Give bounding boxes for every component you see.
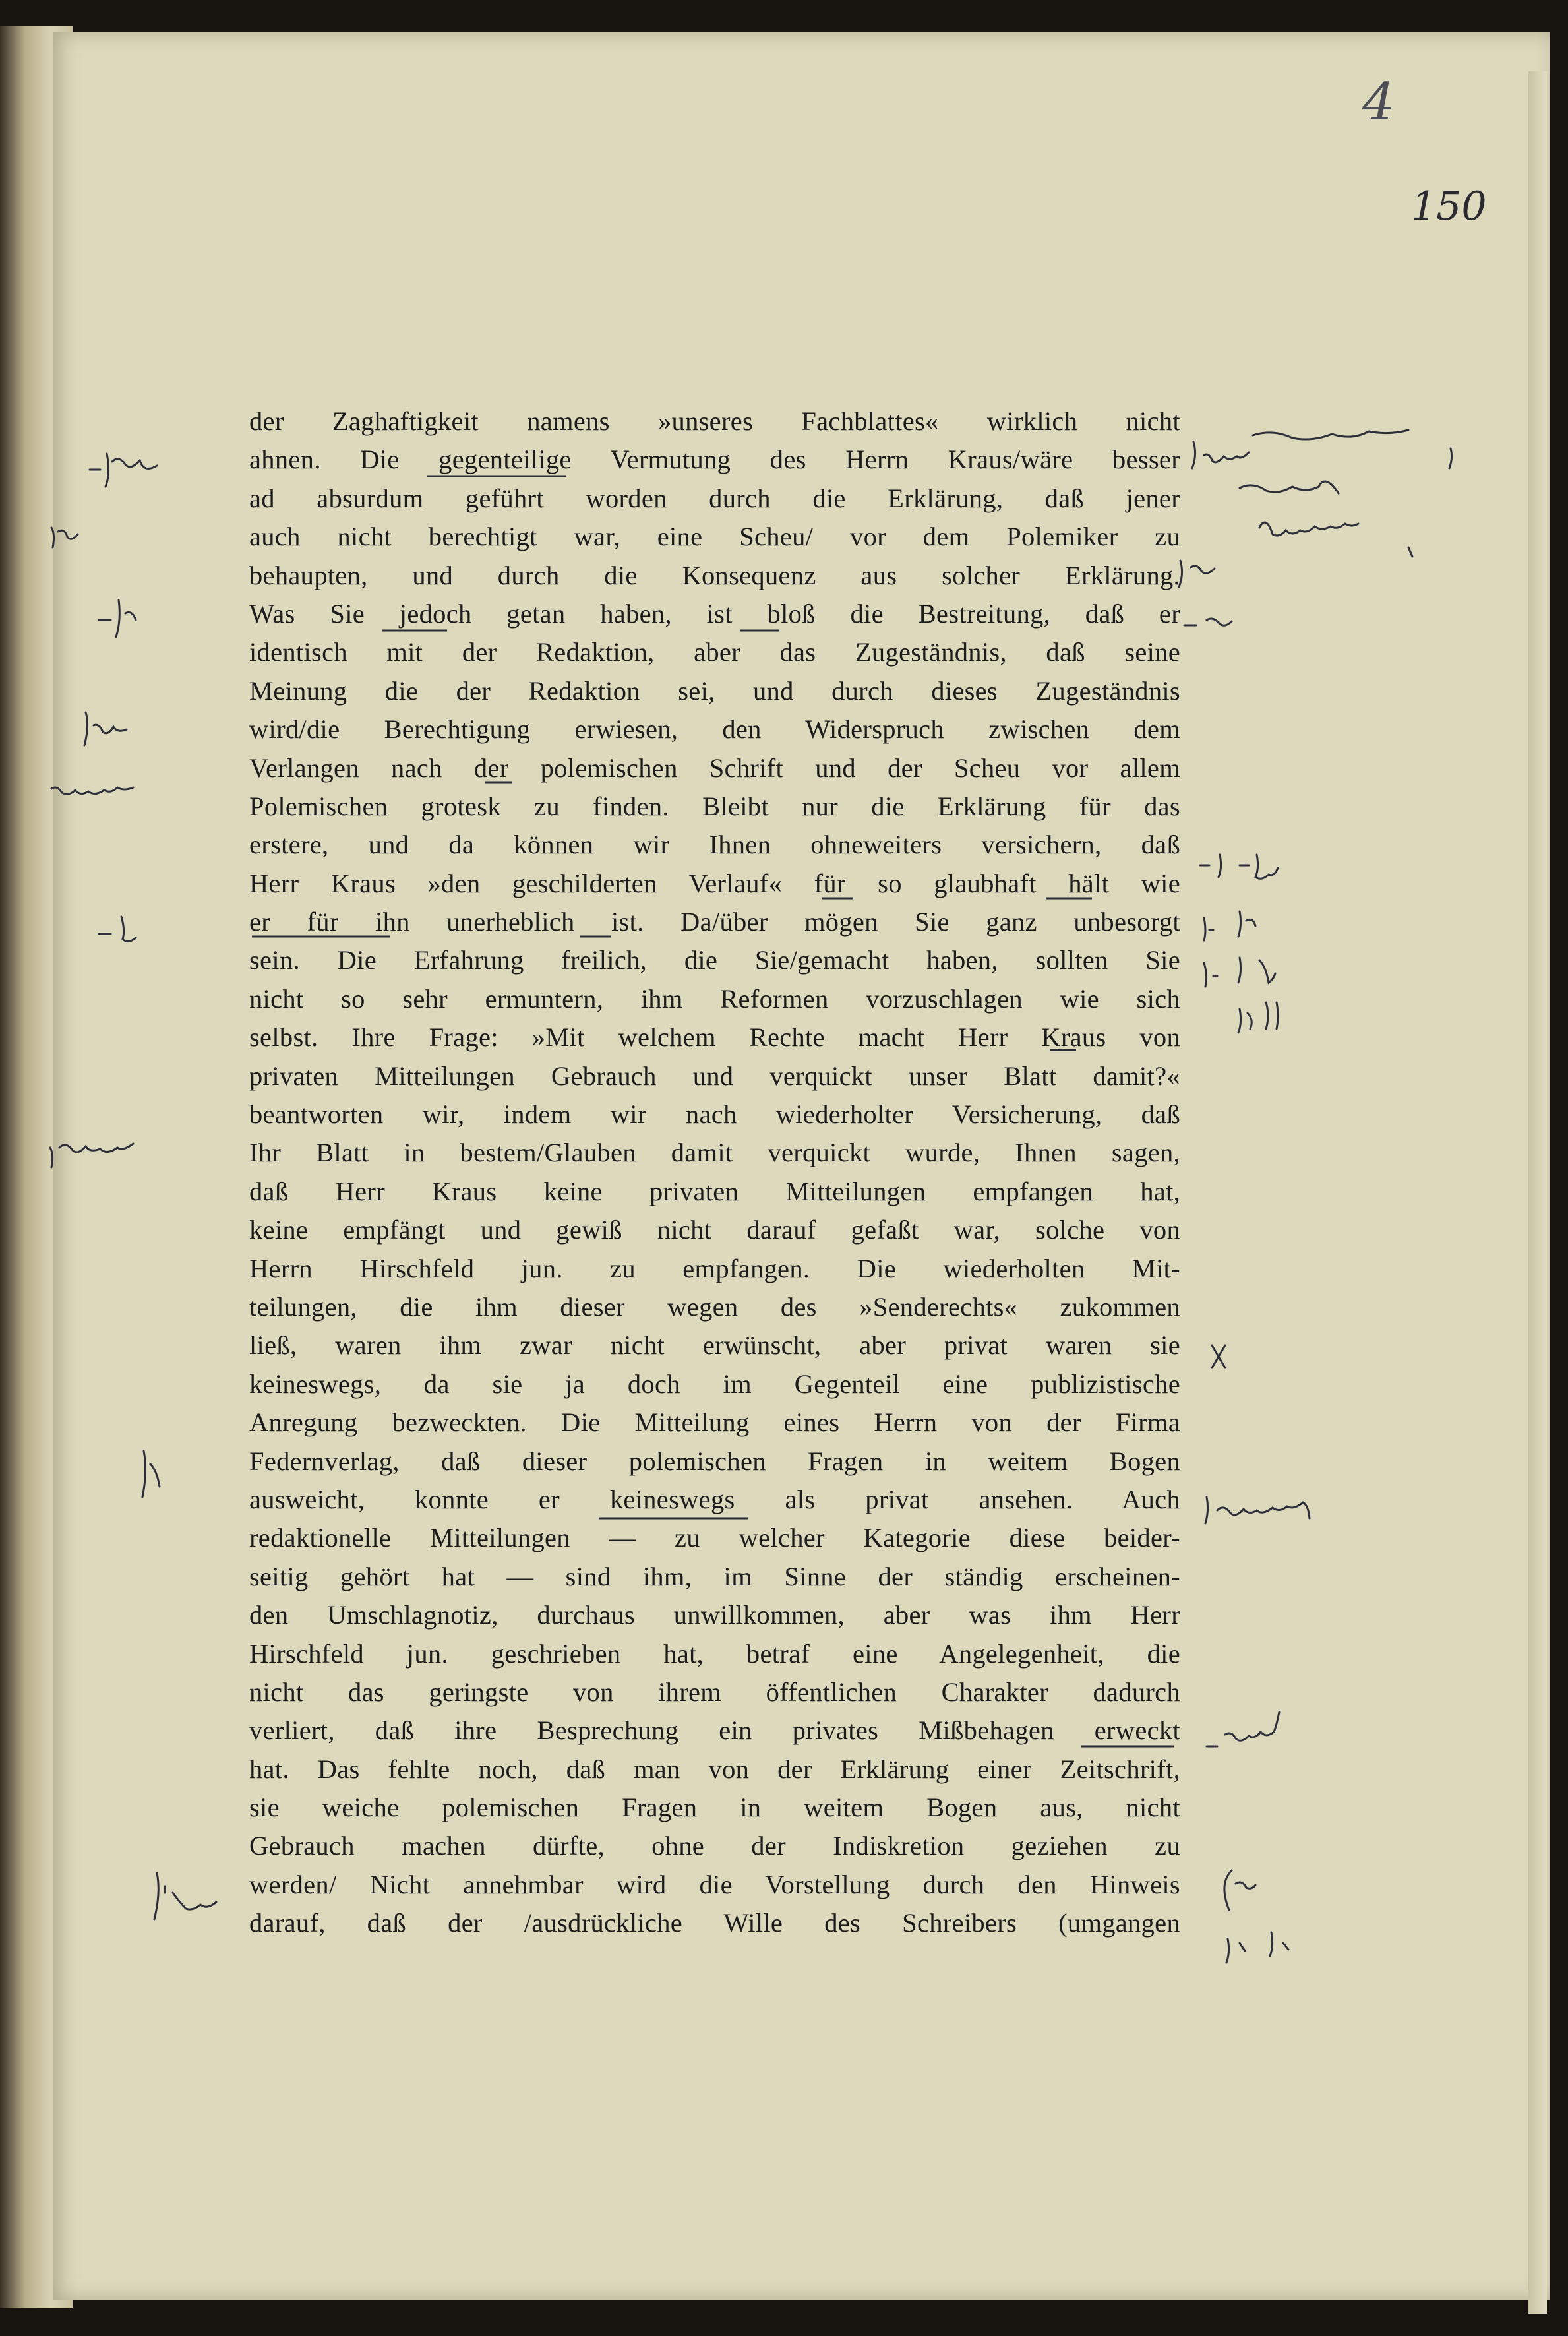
text-line: privaten Mitteilungen Gebrauch und verquickt unser Blatt damit?« [249,1060,1180,1091]
text-line: selbst. Ihre Frage: »Mit welchem Rechte macht Herr Kraus von [249,1022,1180,1053]
text-line: beantworten wir, indem wir nach wiederholter Versicherung, daß [249,1099,1180,1130]
text-line: der Zaghaftigkeit namens »unseres Fachblattes« wirklich nicht [249,406,1180,436]
text-line: daß Herr Kraus keine privaten Mitteilungen empfangen hat, [249,1176,1180,1206]
text-line: ad absurdum geführt worden durch die Erklärung, daß jener [249,483,1180,513]
text-line: erstere, und da können wir Ihnen ohneweiters versichern, daß [249,830,1180,860]
text-line: sein. Die Erfahrung freilich, die Sie/gemacht haben, sollten Sie [249,945,1180,975]
text-line: Polemischen grotesk zu finden. Bleibt nur die Erklärung für das [249,791,1180,821]
text-line: Hirschfeld jun. geschrieben hat, betraf eine Angelegenheit, die [249,1638,1180,1669]
page-number-top: 4 [1362,73,1395,132]
text-line: auch nicht berechtigt war, eine Scheu/ vor dem Polemiker zu [249,522,1180,552]
text-line: behaupten, und durch die Konsequenz aus solcher Erklärung. [249,560,1180,590]
text-line: Ihr Blatt in bestem/Glauben damit verquickt wurde, Ihnen sagen, [249,1138,1180,1168]
text-line: hat. Das fehlte noch, daß man von der Erklärung einer Zeitschrift, [249,1754,1180,1784]
text-line: Meinung die der Redaktion sei, und durch dieses Zugeständnis [249,675,1180,706]
text-line: nicht so sehr ermuntern, ihm Reformen vorzuschlagen wie sich [249,983,1180,1014]
text-line: redaktionelle Mitteilungen — zu welcher Kategorie diese beider- [249,1523,1180,1553]
text-line: ausweicht, konnte er keineswegs als privat ansehen. Auch [249,1484,1180,1514]
text-line: werden/ Nicht annehmbar wird die Vorstellung durch den Hinweis [249,1869,1180,1899]
text-line: seitig gehört hat — sind ihm, im Sinne der ständig erscheinen- [249,1561,1180,1591]
text-line: sie weiche polemischen Fragen in weitem Bogen aus, nicht [249,1793,1180,1823]
text-line: ahnen. Die gegenteilige Vermutung des Herrn Kraus/wäre besser [249,445,1180,475]
text-line: wird/die Berechtigung erwiesen, den Widerspruch zwischen dem [249,714,1180,745]
text-line: keine empfängt und gewiß nicht darauf gefaßt war, solche von [249,1215,1180,1245]
text-line: Gebrauch machen dürfte, ohne der Indiskretion geziehen zu [249,1831,1180,1861]
text-line: er für ihn unerheblich ist. Da/über mögen Sie ganz unbesorgt [249,907,1180,937]
text-line: teilungen, die ihm dieser wegen des »Senderechts« zukommen [249,1291,1180,1322]
text-line: identisch mit der Redaktion, aber das Zugeständnis, daß seine [249,637,1180,667]
text-line: Verlangen nach der polemischen Schrift und der Scheu vor allem [249,753,1180,783]
text-line: Anregung bezweckten. Die Mitteilung eines Herrn von der Firma [249,1407,1180,1438]
text-line: den Umschlagnotiz, durchaus unwillkommen, aber was ihm Herr [249,1600,1180,1630]
text-line: ließ, waren ihm zwar nicht erwünscht, aber privat waren sie [249,1330,1180,1361]
text-line: Was Sie jedoch getan haben, ist bloß die Bestreitung, daß er [249,598,1180,629]
page-edge [1528,71,1547,2314]
text-line: Herrn Hirschfeld jun. zu empfangen. Die wiederholten Mit- [249,1253,1180,1283]
text-line: darauf, daß der /ausdrückliche Wille des Schreibers (umgangen [249,1908,1180,1938]
text-line: verliert, daß ihre Besprechung ein privates Mißbehagen erweckt [249,1715,1180,1746]
text-line: nicht das geringste von ihrem öffentlichen Charakter dadurch [249,1676,1180,1707]
text-line: keineswegs, da sie ja doch im Gegenteil eine publizistische [249,1368,1180,1399]
page-number-second: 150 [1411,183,1487,230]
body-text [249,402,1180,1943]
text-line: Herr Kraus »den geschilderten Verlauf« für so glaubhaft hält wie [249,868,1180,898]
text-line: Federnverlag, daß dieser polemischen Fragen in weitem Bogen [249,1446,1180,1476]
